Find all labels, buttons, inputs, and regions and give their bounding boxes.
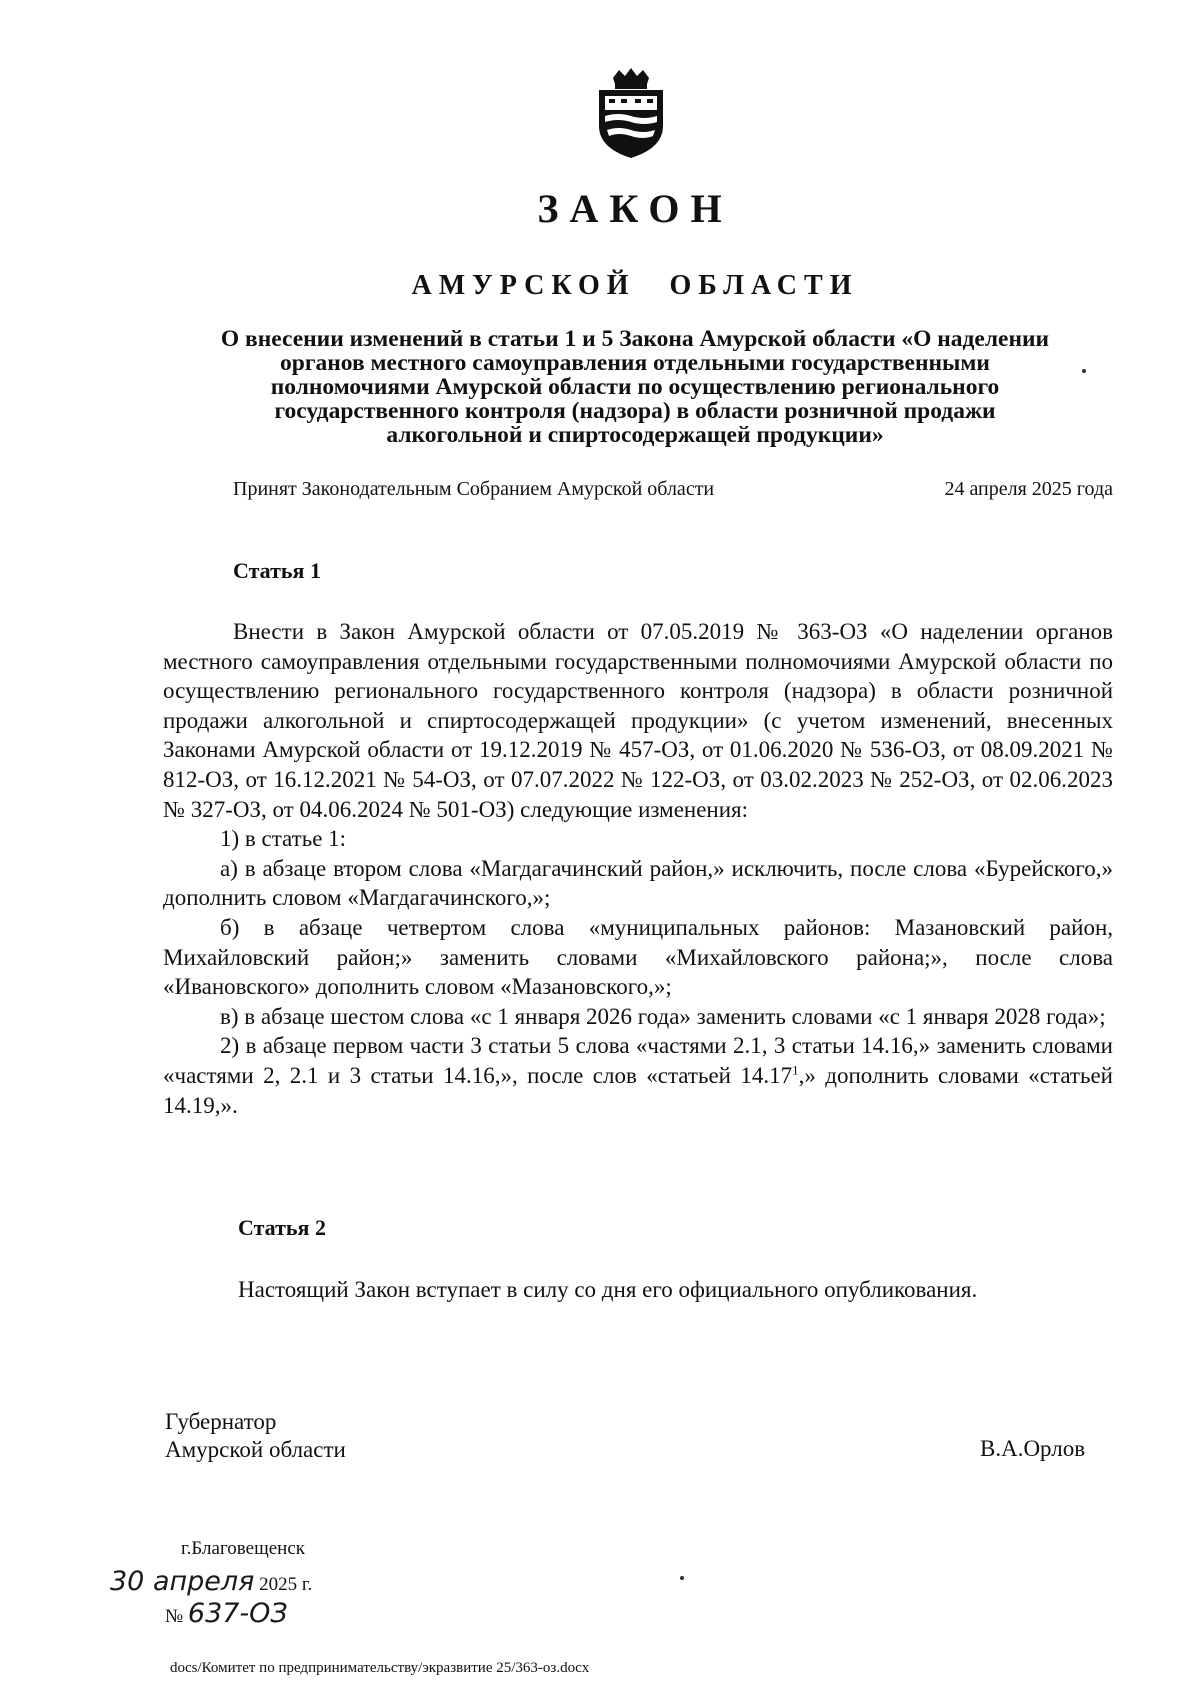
article-1-item-2: 2) в абзаце первом части 3 статьи 5 слова «частями 2.1, 3 статьи 14.16,» заменить словами «частями 2, 2.1 и 3 статьи 14.16,», после слов «статьей 14.17$^1$,» дополнить словами «статьей 14.19,». [163, 1033, 1113, 1118]
handwritten-date: 30 апреля [110, 1566, 255, 1597]
article-1-body [163, 617, 1113, 1120]
law-heading-line: полномочиями Амурской области по осуществлению регионального [270, 374, 1000, 400]
amur-region-coat-of-arms-icon [591, 68, 671, 160]
issue-place: г.Благовещенск [181, 1538, 305, 1559]
article-2-title: Статья 2 [238, 1215, 326, 1240]
adopted-by: Принят Законодательным Собранием Амурской области [233, 478, 715, 500]
article-1-item-1: 1) в статье 1: [220, 826, 347, 852]
law-heading [170, 327, 1100, 447]
article-1-item-1c: в) в абзаце шестом слова «с 1 января 2026 года» заменить словами «с 1 января 2028 года»; [220, 1003, 1106, 1029]
law-heading-line: государственного контроля (надзора) в области розничной продажи [274, 398, 996, 424]
article-2-text: Настоящий Закон вступает в силу со дня его официального опубликования. [238, 1277, 978, 1302]
law-heading-line: алкогольной и спиртосодержащей продукции» [386, 422, 884, 448]
document-title: ЗАКОН [537, 186, 733, 231]
scan-speck [1082, 369, 1086, 373]
issue-year: 2025 г. [259, 1574, 313, 1595]
adopted-date: 24 апреля 2025 года [944, 478, 1113, 500]
document-subtitle: АМУРСКОЙ ОБЛАСТИ [411, 270, 859, 301]
handwritten-number: 637-ОЗ [187, 1598, 288, 1629]
issue-date [110, 1566, 312, 1597]
file-path-footer: docs/Комитет по предпринимательству/экразвитие 25/363-оз.docx [170, 1660, 590, 1676]
number-sign: № [165, 1606, 184, 1627]
article-1-title: Статья 1 [233, 558, 321, 583]
article-1-intro: Внести в Закон Амурской области от 07.05.2019 № 363-ОЗ «О наделении органов местного самоуправления отдельными государственными полномочиями Амурской области по осуществлению регионального государственного контроля (надзора) в области розничной продажи алкогольной и спиртосодержащей продукции» (с учетом изменений, внесенных Законами Амурской области от 19.12.2019 № 457-ОЗ, от 01.06.2020 № 536-ОЗ, от 08.09.2021 № 812-ОЗ, от 16.12.2021 № 54-ОЗ, от 07.07.2022 № 122-ОЗ, от 03.02.2023 № 252-ОЗ, от 02.06.2023 № 327-ОЗ, от 04.06.2024 № 501-ОЗ) следующие изменения: [163, 619, 1113, 822]
article-1-item-1b: б) в абзаце четвертом слова «муниципальных районов: Мазановский район, Михайловский район;» заменить словами «Михайловского района;», после слова «Ивановского» дополнить словом «Мазановского,»; [163, 914, 1113, 1000]
article-1-item-1a: а) в абзаце втором слова «Магдагачинский район,» исключить, после слова «Бурейского,» дополнить словом «Магдагачинского,»; [163, 855, 1113, 911]
law-heading-line: органов местного самоуправления отдельными государственными [280, 350, 990, 376]
law-heading-line: О внесении изменений в статьи 1 и 5 Закона Амурской области «О наделении [220, 326, 1050, 352]
law-number [165, 1598, 288, 1629]
scan-speck [680, 1576, 684, 1580]
signatory-name: В.А.Орлов [980, 1436, 1086, 1461]
signatory-position: Губернатор Амурской области [165, 1409, 346, 1462]
adoption-line [233, 478, 1113, 501]
